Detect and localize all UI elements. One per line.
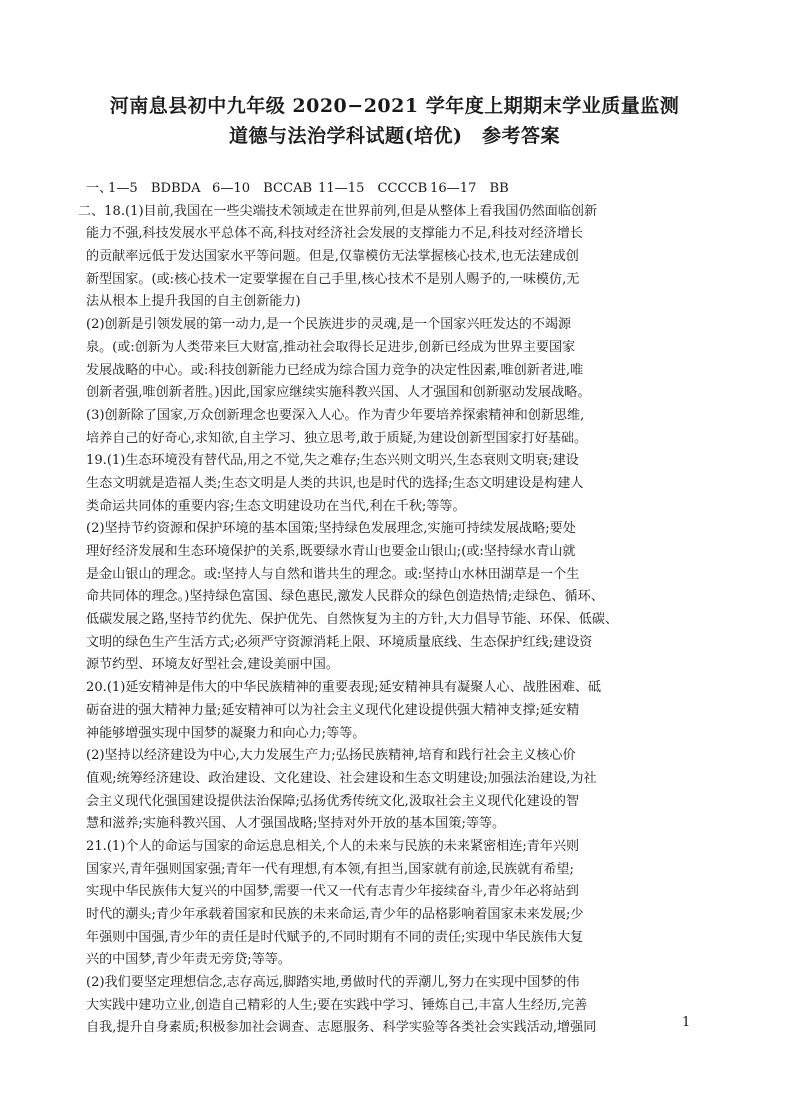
answers-prefix: 一、 (86, 181, 113, 196)
text-line: 19.(1)生态环境没有替代品,用之不觉,失之难存;生态兴则文明兴,生态衰则文明衰;建设 (86, 453, 579, 469)
text-line: 生态文明就是造福人类;生态文明是人类的共识,也是时代的选择;生态文明建设是构建人 (86, 475, 584, 491)
text-line: 20.(1)延安精神是伟大的中华民族精神的重要表现;延安精神具有凝聚人心、战胜困难、砥 (86, 680, 602, 696)
text-line: 21.(1)个人的命运与国家的命运息息相关,个人的未来与民族的未来紧密相连;青年兴则 (86, 838, 580, 854)
answer-group: 1—5 BDBDA (108, 181, 201, 196)
text-line: 慧和滋养;实施科教兴国、人才强国战略;坚持对外开放的基本国策;等等。 (86, 816, 506, 832)
text-line: 大实践中建功立业,创造自己精彩的人生;要在实践中学习、锤炼自己,丰富人生经历,完善 (86, 997, 588, 1013)
text-line: 自我,提升自身素质;积极参加社会调查、志愿服务、科学实验等各类社会实践活动,增强同 (86, 1020, 597, 1036)
page-number: 1 (682, 1015, 691, 1030)
text-line: (2)我们要坚定理想信念,志存高远,脚踏实地,勇做时代的弄潮儿,努力在实现中国梦的伟 (86, 975, 580, 991)
answer-body (78, 178, 706, 1040)
text-line: 类命运共同体的重要内容;生态文明建设功在当代,利在千秋;等等。 (86, 498, 466, 514)
text-line: 值观;统筹经济建设、政治建设、文化建设、社会建设和生态文明建设;加强法治建设,为社 (86, 770, 597, 786)
text-line: 源节约型、环境友好型社会,建设美丽中国。 (86, 657, 339, 673)
text-line: (2)坚持节约资源和保护环境的基本国策;坚持绿色发展理念,实施可持续发展战略;要处 (86, 521, 576, 537)
text-line: 低碳发展之路,坚持节约优先、保护优先、自然恢复为主的方针,大力倡导节能、环保、低碳、 (86, 612, 619, 628)
answer-group: 11—15 CCCCB (318, 181, 428, 196)
text-line: 创新者强,唯创新者胜。)因此,国家应继续实施科教兴国、人才强国和创新驱动发展战略。 (86, 385, 591, 401)
text-line: (2)坚持以经济建设为中心,大力发展生产力;弘扬民族精神,培育和践行社会主义核心价 (86, 748, 576, 764)
text-line: 新型国家。(或:核心技术一定要掌握在自己手里,核心技术不是别人赐予的,一味模仿,无 (86, 271, 580, 287)
answer-group: 6—10 BCCAB (212, 181, 313, 196)
text-line: 文明的绿色生产生活方式;必须严守资源消耗上限、环境质量底线、生态保护红线;建设资 (86, 634, 593, 650)
text-line: 培养自己的好奇心,求知欲,自主学习、独立思考,敢于质疑,为建设创新型国家打好基础。 (86, 430, 588, 446)
text-line: 发展战略的中心。或:科技创新能力已经成为综合国力竞争的决定性因素,唯创新者进,唯 (86, 362, 584, 378)
text-line: 泉。(或:创新为人类带来巨大财富,推动社会取得长足进步,创新已经成为世界主要国家 (86, 339, 576, 355)
text-line: 神能够增强实现中国梦的凝聚力和向心力;等等。 (86, 725, 366, 741)
answer-group: 16—17 BB (430, 181, 509, 196)
page-subtitle: 道德与法治学科试题(培优) 参考答案 (229, 125, 560, 147)
text-line: 命共同体的理念。)坚持绿色富国、绿色惠民,激发人民群众的绿色创造热情;走绿色、循环、 (86, 589, 604, 605)
text-line: 二、18.(1)目前,我国在一些尖端技术领域走在世界前列,但是从整体上看我国仍然面临创新 (78, 203, 598, 219)
text-line: 年强则中国强,青少年的责任是时代赋予的,不同时期有不同的责任;实现中华民族伟大复 (86, 929, 584, 945)
text-line: 实现中华民族伟大复兴的中国梦,需要一代又一代有志青少年接续奋斗,青少年必将站到 (86, 884, 579, 900)
page-title: 河南息县初中九年级 2020−2021 学年度上期期末学业质量监测 (109, 95, 680, 117)
text-line: 的贡献率远低于发达国家水平等问题。但是,仅靠模仿无法掌握核心技术,也无法建成创 (86, 249, 579, 265)
text-line: 会主义现代化强国建设提供法治保障;弘扬优秀传统文化,汲取社会主义现代化建设的智 (86, 793, 580, 809)
multiple-choice-answers (86, 178, 706, 201)
text-line: 时代的潮头;青少年承载着国家和民族的未来命运,青少年的品格影响着国家未来发展;少 (86, 907, 584, 922)
text-line: 是金山银山的理念。或:坚持人与自然和谐共生的理念。或:坚持山水林田湖草是一个生 (86, 566, 580, 582)
text-line: 砺奋进的强大精神力量;延安精神可以为社会主义现代化建设提供强大精神支撑;延安精 (86, 702, 580, 718)
text-line: 国家兴,青年强则国家强;青年一代有理想,有本领,有担当,国家就有前途,民族就有希望; (86, 861, 574, 877)
text-line: 理好经济发展和生态环境保护的关系,既要绿水青山也要金山银山;(或:坚持绿水青山就 (86, 544, 576, 559)
text-line: (3)创新除了国家,万众创新理念也要深入人心。作为青少年要培养探索精神和创新思维, (86, 407, 585, 423)
text-line: 兴的中国梦,青少年责无旁贷;等等。 (86, 952, 291, 968)
text-line: (2)创新是引领发展的第一动力,是一个民族进步的灵魂,是一个国家兴旺发达的不竭源 (86, 317, 572, 333)
text-line: 法从根本上提升我国的自主创新能力) (86, 294, 301, 310)
text-line: 能力不强,科技发展水平总体不高,科技对经济社会发展的支撑能力不足,科技对经济增长 (86, 226, 583, 242)
